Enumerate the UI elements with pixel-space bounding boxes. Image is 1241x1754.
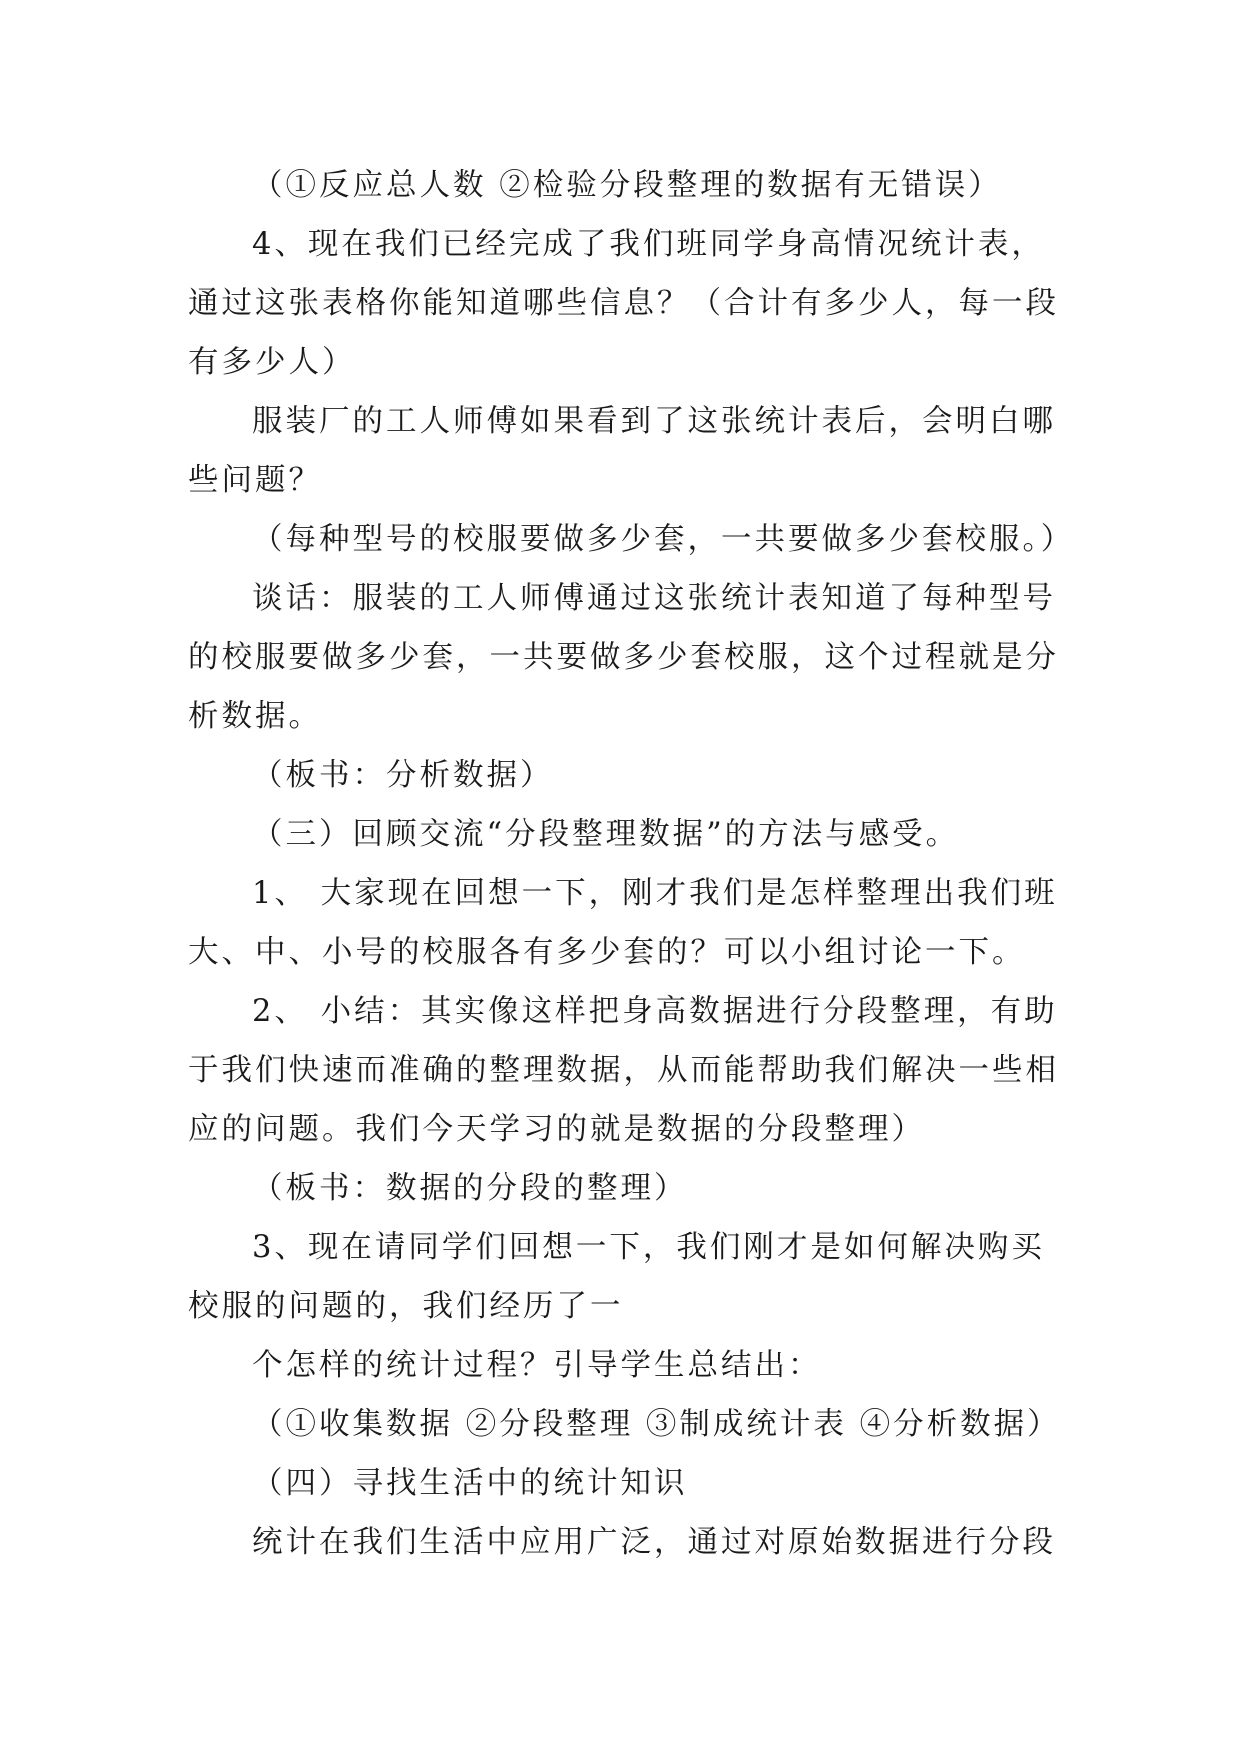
text-line: （每种型号的校服要做多少套，一共要做多少套校服。） — [252, 522, 1075, 557]
text-line: 些问题？ — [188, 463, 322, 498]
text-line: 2、 小结：其实像这样把身高数据进行分段整理，有助 — [252, 994, 1058, 1029]
document-body — [188, 156, 1075, 1572]
text-line: 统计在我们生活中应用广泛，通过对原始数据进行分段 — [252, 1525, 1056, 1560]
text-line: 服装厂的工人师傅如果看到了这张统计表后，会明白哪 — [252, 404, 1056, 439]
text-line: 4、现在我们已经完成了我们班同学身高情况统计表， — [252, 227, 1045, 262]
text-line: 谈话：服装的工人师傅通过这张统计表知道了每种型号 — [252, 581, 1056, 616]
text-line: （四）寻找生活中的统计知识 — [252, 1466, 688, 1501]
text-line: 析数据。 — [188, 699, 322, 734]
text-line: 应的问题。我们今天学习的就是数据的分段整理） — [188, 1112, 925, 1147]
text-line: 于我们快速而准确的整理数据，从而能帮助我们解决一些相 — [188, 1053, 1059, 1088]
text-line: 个怎样的统计过程？引导学生总结出： — [252, 1348, 822, 1383]
text-line: （①收集数据 ②分段整理 ③制成统计表 ④分析数据） — [252, 1407, 1061, 1442]
text-line: 大、中、小号的校服各有多少套的？可以小组讨论一下。 — [188, 935, 1026, 970]
text-line: 校服的问题的，我们经历了一 — [188, 1289, 624, 1324]
text-line: （①反应总人数 ②检验分段整理的数据有无错误） — [252, 168, 1002, 203]
text-line: 通过这张表格你能知道哪些信息？（合计有多少人，每一段 — [188, 286, 1059, 321]
text-line: 的校服要做多少套，一共要做多少套校服，这个过程就是分 — [188, 640, 1059, 675]
text-line: 有多少人） — [188, 345, 356, 380]
text-line: 3、现在请同学们回想一下，我们刚才是如何解决购买 — [252, 1230, 1045, 1265]
text-line: 1、 大家现在回想一下，刚才我们是怎样整理出我们班 — [252, 876, 1058, 911]
text-line: （板书：数据的分段的整理） — [252, 1171, 688, 1206]
text-line: （板书：分析数据） — [252, 758, 554, 793]
text-line: （三）回顾交流“分段整理数据”的方法与感受。 — [252, 817, 960, 852]
